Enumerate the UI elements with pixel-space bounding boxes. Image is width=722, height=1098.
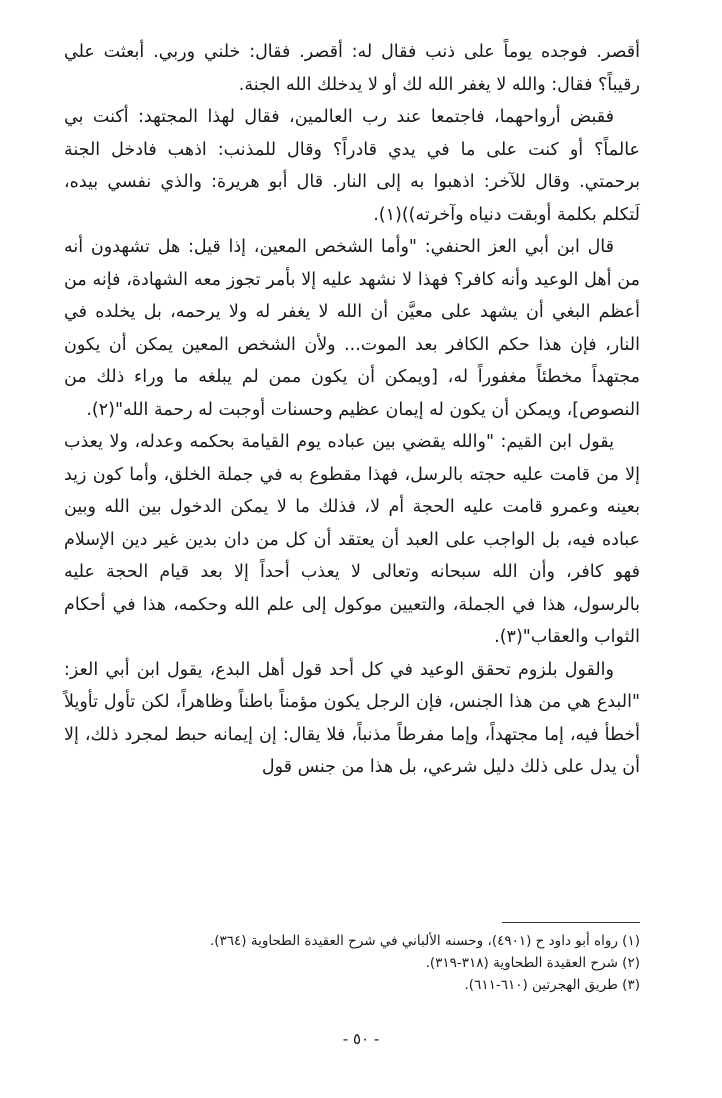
paragraph-1: أقصر. فوجده يوماً على ذنب فقال له: أقصر. فقال: خلني وربي. أبعثت علي رقيباً؟ فقال: والله لا يغفر الله لك أو لا يدخلك الله الجنة. bbox=[64, 42, 640, 95]
paragraph-3: قال ابن أبي العز الحنفي: "وأما الشخص المعين، إذا قيل: هل تشهدون أنه من أهل الوعيد وأنه كافر؟ فهذا لا نشهد عليه إلا بأمر تجوز معه الشهادة، فإنه من أعظم البغي أن يشهد على معيَّن أن الله لا يغفر له ولا يرحمه، بل يخلده في النار، فإن هذا حكم الكافر بعد الموت... ولأن الشخص المعين يمكن أن يكون مجتهداً مخطئاً مغفوراً له، [ويمكن أن يكون ممن لم يبلغه ما وراء ذلك من النصوص]، ويمكن أن يكون له إيمان عظيم وحسنات أوجبت له رحمة الله"(٢). bbox=[64, 237, 640, 420]
footnote-1: (١) رواه أبو داود ح (٤٩٠١)، وحسنه الألباني في شرح العقيدة الطحاوية (٣٦٤). bbox=[209, 933, 640, 949]
footnotes bbox=[64, 930, 640, 996]
footnote-3: (٣) طريق الهجرتين (٦١٠-٦١١). bbox=[464, 977, 640, 993]
paragraph-2: فقبض أرواحهما، فاجتمعا عند رب العالمين، فقال لهذا المجتهد: أكنت بي عالماً؟ أو كنت على ما في يدي قادراً؟ وقال للمذنب: اذهب فادخل الجنة برحمتي. وقال للآخر: اذهبوا به إلى النار. قال أبو هريرة: والذي نفسي بيده، لَتكلم بكلمة أوبقت دنياه وآخرته))(١). bbox=[64, 107, 640, 225]
page-number: - ٥٠ - bbox=[342, 1030, 380, 1048]
main-text bbox=[64, 36, 640, 784]
footnote-2: (٢) شرح العقيدة الطحاوية (٣١٨-٣١٩). bbox=[425, 955, 640, 971]
footnote-divider bbox=[502, 922, 640, 923]
paragraph-5: والقول بلزوم تحقق الوعيد في كل أحد قول أهل البدع، يقول ابن أبي العز: "البدع هي من هذا الجنس، فإن الرجل يكون مؤمناً باطناً وظاهراً، لكن تأول تأويلاً أخطأ فيه، إما مجتهداً، وإما مفرطاً مذنباً، فلا يقال: إن إيمانه حبط لمجرد ذلك، إلا أن يدل على ذلك دليل شرعي، بل هذا من جنس قول bbox=[64, 659, 640, 777]
paragraph-4: يقول ابن القيم: "والله يقضي بين عباده يوم القيامة بحكمه وعدله، ولا يعذب إلا من قامت عليه حجته بالرسل، فهذا مقطوع به في جملة الخلق، وأما كون زيد بعينه وعمرو قامت عليه الحجة أم لا، فذلك ما لا يمكن الدخول بين الله وبين عباده فيه، بل الواجب على العبد أن يعتقد أن كل من دان بدين غير دين الإسلام فهو كافر، وأن الله سبحانه وتعالى لا يعذب أحداً إلا بعد قيام الحجة عليه بالرسول، هذا في الجملة، والتعيين موكول إلى علم الله وحكمه، هذا في أحكام الثواب والعقاب"(٣). bbox=[64, 432, 640, 647]
